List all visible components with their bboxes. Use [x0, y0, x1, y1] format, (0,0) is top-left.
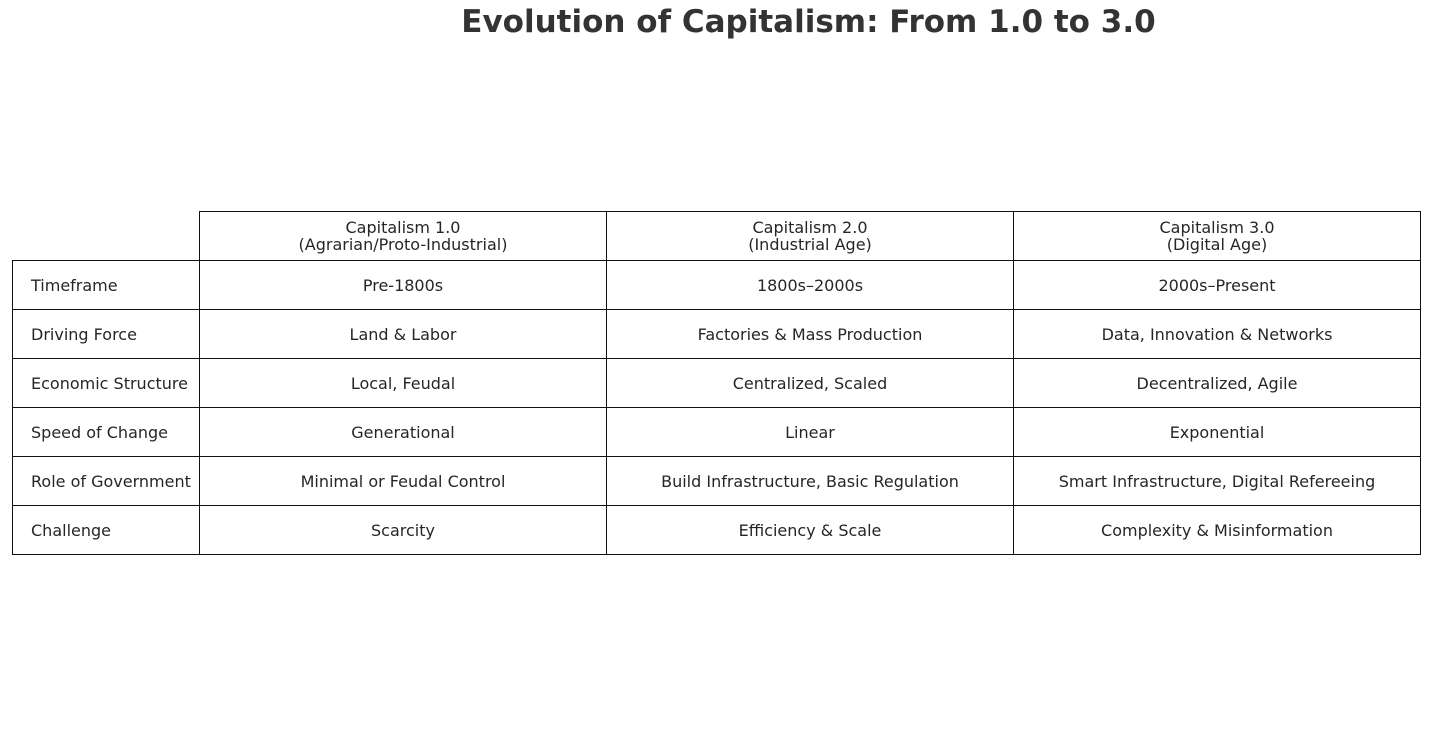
- table-cell: Data, Innovation & Networks: [1013, 309, 1421, 359]
- table-cell: 2000s–Present: [1013, 260, 1421, 310]
- table-cell: 1800s–2000s: [606, 260, 1014, 310]
- table-cell: Decentralized, Agile: [1013, 358, 1421, 408]
- row-header: Challenge: [12, 505, 200, 555]
- table-cell: Exponential: [1013, 407, 1421, 457]
- table-cell: Centralized, Scaled: [606, 358, 1014, 408]
- table-cell: Build Infrastructure, Basic Regulation: [606, 456, 1014, 506]
- table-cell: Land & Labor: [199, 309, 607, 359]
- row-header: Driving Force: [12, 309, 200, 359]
- capitalism-table: [12, 211, 1419, 554]
- table-cell: Scarcity: [199, 505, 607, 555]
- column-header: Capitalism 1.0 (Agrarian/Proto-Industrial): [199, 211, 607, 261]
- table-cell: Generational: [199, 407, 607, 457]
- table-cell: Complexity & Misinformation: [1013, 505, 1421, 555]
- row-header: Economic Structure: [12, 358, 200, 408]
- table-cell: Local, Feudal: [199, 358, 607, 408]
- table-cell: Linear: [606, 407, 1014, 457]
- row-header: Timeframe: [12, 260, 200, 310]
- table-cell: Efficiency & Scale: [606, 505, 1014, 555]
- table-cell: Factories & Mass Production: [606, 309, 1014, 359]
- row-header: Role of Government: [12, 456, 200, 506]
- table-cell: Pre-1800s: [199, 260, 607, 310]
- column-header: Capitalism 3.0 (Digital Age): [1013, 211, 1421, 261]
- row-header: Speed of Change: [12, 407, 200, 457]
- chart-title: Evolution of Capitalism: From 1.0 to 3.0: [461, 4, 1156, 40]
- column-header: Capitalism 2.0 (Industrial Age): [606, 211, 1014, 261]
- table-cell: Smart Infrastructure, Digital Refereeing: [1013, 456, 1421, 506]
- table-cell: Minimal or Feudal Control: [199, 456, 607, 506]
